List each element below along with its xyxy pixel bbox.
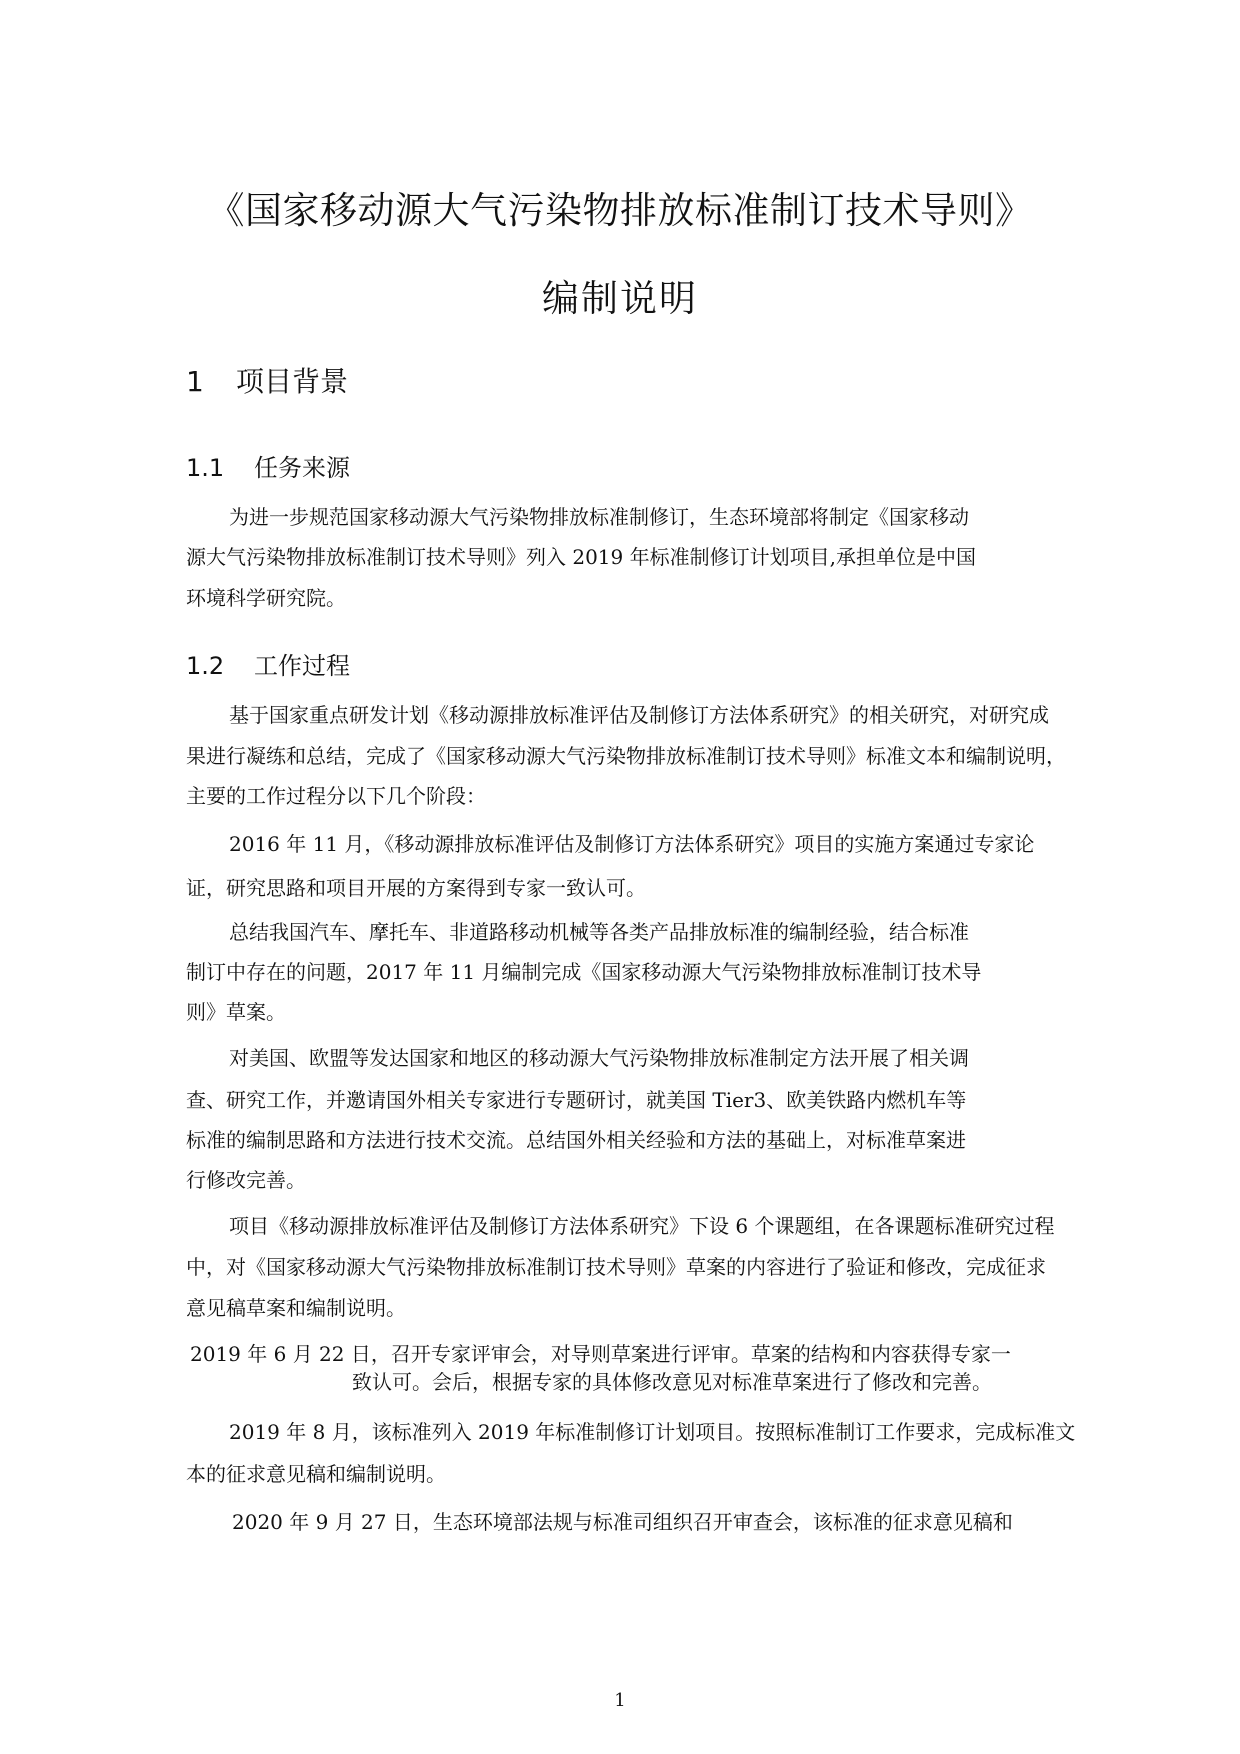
paragraph-line: 本的征求意见稿和编制说明。 xyxy=(186,1462,446,1486)
paragraph-line: 中，对《国家移动源大气污染物排放标准制订技术导则》草案的内容进行了验证和修改，完成征求 xyxy=(186,1255,1046,1279)
section-label: 任务来源 xyxy=(254,454,350,482)
paragraph-line: 基于国家重点研发计划《移动源排放标准评估及制修订方法体系研究》的相关研究，对研究成 xyxy=(229,703,1049,727)
paragraph-line: 则》草案。 xyxy=(186,1000,286,1024)
paragraph-line: 果进行凝练和总结，完成了《国家移动源大气污染物排放标准制订技术导则》标准文本和编制说明， xyxy=(186,744,1066,768)
paragraph-line: 对美国、欧盟等发达国家和地区的移动源大气污染物排放标准制定方法开展了相关调 xyxy=(229,1046,969,1070)
paragraph-line: 2019 年 8 月，该标准列入 2019 年标准制修订计划项目。按照标准制订工作要求，完成标准文 xyxy=(229,1420,1076,1444)
paragraph-line: 查、研究工作，并邀请国外相关专家进行专题研讨，就美国 Tier3、欧美铁路内燃机车等 xyxy=(186,1088,967,1112)
document-title: 《国家移动源大气污染物排放标准制订技术导则》 xyxy=(207,189,1033,232)
paragraph-line: 2020 年 9 月 27 日，生态环境部法规与标准司组织召开审查会，该标准的征求意见稿和 xyxy=(232,1510,1013,1534)
paragraph-line: 2019 年 6 月 22 日，召开专家评审会，对导则草案进行评审。草案的结构和内容获得专家一 xyxy=(190,1342,1011,1366)
section-1-1-heading xyxy=(186,448,350,483)
page-number: 1 xyxy=(614,1690,626,1711)
paragraph-line: 源大气污染物排放标准制订技术导则》列入 2019 年标准制修订计划项目,承担单位是中国 xyxy=(186,545,976,569)
paragraph-line: 行修改完善。 xyxy=(186,1168,306,1192)
paragraph-line: 制订中存在的问题，2017 年 11 月编制完成《国家移动源大气污染物排放标准制订技术导 xyxy=(186,960,982,984)
section-label: 工作过程 xyxy=(254,652,350,680)
document-subtitle: 编制说明 xyxy=(542,277,698,320)
section-1-2-heading xyxy=(186,646,350,681)
paragraph-line: 为进一步规范国家移动源大气污染物排放标准制修订，生态环境部将制定《国家移动 xyxy=(229,505,969,529)
section-label: 项目背景 xyxy=(236,365,349,398)
paragraph-line: 2016 年 11 月，《移动源排放标准评估及制修订方法体系研究》项目的实施方案通过专家论 xyxy=(229,832,1035,856)
section-1-heading xyxy=(186,360,348,400)
paragraph-line: 环境科学研究院。 xyxy=(186,586,346,610)
paragraph-line: 标准的编制思路和方法进行技术交流。总结国外相关经验和方法的基础上，对标准草案进 xyxy=(186,1128,966,1152)
paragraph-line: 致认可。会后，根据专家的具体修改意见对标准草案进行了修改和完善。 xyxy=(352,1370,992,1394)
section-number: 1.1 xyxy=(186,454,225,482)
section-number: 1 xyxy=(186,365,204,398)
paragraph-line: 主要的工作过程分以下几个阶段： xyxy=(186,784,486,808)
paragraph-line: 项目《移动源排放标准评估及制修订方法体系研究》下设 6 个课题组，在各课题标准研究过程 xyxy=(229,1214,1055,1238)
section-number: 1.2 xyxy=(186,652,225,680)
paragraph-line: 总结我国汽车、摩托车、非道路移动机械等各类产品排放标准的编制经验，结合标准 xyxy=(229,920,969,944)
paragraph-line: 意见稿草案和编制说明。 xyxy=(186,1296,406,1320)
paragraph-line: 证，研究思路和项目开展的方案得到专家一致认可。 xyxy=(186,876,646,900)
